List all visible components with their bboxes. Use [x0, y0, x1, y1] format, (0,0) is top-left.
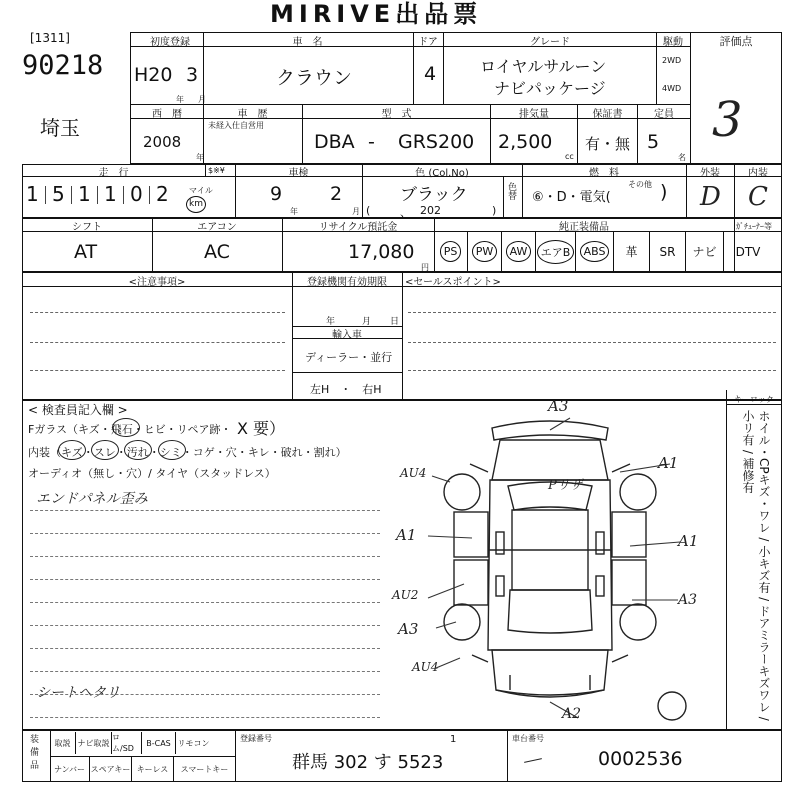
circle-tobiishi: [112, 418, 140, 437]
region: 埼玉: [40, 116, 80, 140]
note-seat: シートヘタリ: [36, 685, 120, 701]
note-end-panel: エンドパネル歪み: [36, 491, 148, 507]
footer-item: スペアキー: [90, 757, 132, 781]
dash-line: [30, 648, 380, 649]
header-fuel: 燃 料: [589, 168, 619, 179]
header-capacity: 定員: [654, 109, 674, 120]
chassis-number: 0002536: [598, 748, 683, 770]
header-recycle: リサイクル預託金: [318, 222, 398, 233]
mileage-separator: [97, 186, 98, 204]
color-open: (: [366, 204, 371, 217]
color-comma: 、: [400, 206, 411, 219]
mileage-digit: 2: [156, 182, 169, 206]
header-notes: <注意事項>: [128, 277, 186, 288]
dash-line: [30, 602, 380, 603]
overall-score: 3: [712, 92, 743, 148]
header-inspector: < 検査員記入欄 >: [28, 403, 128, 417]
dash-line: [30, 556, 380, 557]
mileage-digit: 1: [78, 182, 91, 206]
equipment-list: [434, 231, 782, 272]
footer-items: [50, 730, 235, 782]
equipment-item: 革: [614, 231, 650, 272]
header-tuner: ｶﾞﾁｭｰﾅｰ等: [736, 222, 772, 231]
footer-item: スマートキー: [180, 764, 229, 774]
header-history: 車 歴: [237, 109, 268, 120]
header-displacement: 排気量: [519, 109, 549, 120]
glass-line: Fガラス（キズ・飛石・ヒビ・リペア跡・: [28, 423, 232, 436]
color-code: 202: [420, 204, 441, 217]
header-score: 評価点: [719, 35, 753, 48]
interior-line: 内装（キズ・スレ・汚れ・シミ・コゲ・穴・キレ・破れ・割れ）: [28, 446, 347, 459]
equipment-item: ABS: [576, 231, 614, 272]
mileage-separator: [45, 186, 46, 204]
header-car-name: 車 名: [292, 37, 323, 48]
mark-left-rear-quarter: AU4: [412, 660, 439, 674]
dash-line: [30, 625, 380, 626]
lot-code: [1311]: [30, 31, 70, 45]
mark-left-front: AU4: [400, 466, 427, 480]
capacity: 5: [647, 131, 660, 153]
grade-line1: ロイヤルサルーン: [480, 57, 607, 76]
fuel-other: その他: [628, 180, 652, 189]
mileage-separator: [149, 186, 150, 204]
meter-mark: $※¥: [208, 166, 225, 175]
mileage-digit: 0: [130, 182, 143, 206]
shakken-month-unit: 月: [352, 207, 360, 216]
equipment-item: エアB: [536, 231, 576, 272]
mileage-digit: 1: [104, 182, 117, 206]
mark-left-rear-door: AU2: [392, 588, 419, 602]
grade-line2: ナビパッケージ: [494, 79, 606, 98]
header-drive: 駆動: [663, 37, 683, 48]
circle-kizu: [58, 440, 86, 460]
header-interior: 内装: [748, 168, 768, 179]
dash-line: [30, 671, 380, 672]
mark-right-side: A1: [678, 532, 699, 550]
expiry-month-unit: 月: [362, 317, 372, 327]
model-prefix: DBA: [314, 131, 355, 153]
header-sales-point: <セールスポイント>: [405, 277, 501, 288]
footer-item: リモコン: [177, 738, 210, 748]
shakken-year: 9: [270, 183, 283, 205]
displacement: 2,500: [498, 131, 553, 153]
header-shakken: 車検: [288, 168, 309, 179]
equipment-item: AW: [502, 231, 536, 272]
header-color: 色 (Col.No): [415, 168, 469, 179]
dash-line: [30, 717, 380, 718]
footer-item: ロム/SD: [112, 732, 142, 754]
color-close: ): [492, 204, 497, 217]
footer-item: 取説: [50, 732, 76, 754]
cc-unit: cc: [565, 152, 574, 161]
recycle-fee: 17,080: [348, 241, 415, 263]
header-aircon: エアコン: [197, 222, 237, 233]
mark-rear: A2: [562, 706, 582, 722]
mark-front: A3: [548, 397, 569, 415]
plate-number: 群馬 302 す 5523: [292, 752, 444, 773]
model-year: 2008: [143, 133, 182, 151]
dash-line: [30, 533, 380, 534]
plate-label: 登録番号: [240, 734, 272, 743]
model-year-unit: 年: [196, 153, 204, 162]
lot-number: 90218: [22, 50, 104, 81]
footer-label: 装備品: [28, 734, 38, 773]
circle-shimi: [158, 440, 186, 460]
interior-grade: C: [748, 182, 768, 212]
handle-options: 左H ・ 右H: [310, 383, 382, 396]
dash-line: [30, 694, 380, 695]
history-sub: 未経入仕自営用: [208, 121, 264, 130]
equipment-item: DTV: [735, 244, 761, 259]
chassis-label: 車台番号: [512, 734, 544, 743]
color-side: 色替: [506, 182, 516, 200]
header-model: 型 式: [381, 109, 412, 120]
era-month-unit: 月: [198, 95, 206, 104]
aircon: AC: [204, 241, 230, 263]
equipment-item: PS: [434, 231, 468, 272]
equipment-item: SR: [650, 231, 686, 272]
person-unit: 名: [678, 153, 686, 162]
header-year: 西 暦: [152, 109, 182, 120]
fuel-options: ⑥・D・電気(: [532, 190, 611, 205]
header-mileage: 走 行: [98, 168, 129, 179]
mile-unit: マイル: [189, 186, 213, 195]
color-name: ブラック: [400, 185, 468, 205]
mark-left-rear: A3: [398, 620, 419, 638]
shakken-month: 2: [330, 183, 343, 205]
yen-unit: 円: [421, 263, 429, 272]
header-keylock: キーロック: [734, 395, 774, 404]
header-doors: ドア: [418, 37, 438, 48]
shakken-year-unit: 年: [290, 207, 298, 216]
drive-2wd: 2WD: [662, 56, 682, 65]
header-reg-expiry: 登録機関有効期限: [307, 277, 387, 288]
car-name: クラウン: [276, 67, 353, 89]
header-shift: シフト: [72, 222, 102, 233]
equipment-item: ナビ: [686, 231, 724, 272]
mileage-digit: 1: [26, 182, 39, 206]
exterior-grade: D: [700, 182, 721, 212]
equipment-item: PW: [468, 231, 502, 272]
footer-item: B-CAS: [142, 732, 176, 754]
shift: AT: [74, 241, 98, 263]
expiry-day-unit: 日: [390, 317, 400, 327]
footer-item: ナビ取説: [76, 732, 112, 754]
mark-left-side: A1: [396, 526, 417, 544]
mark-right-front: A1: [658, 454, 679, 472]
header-first-reg: 初度登録: [150, 37, 190, 48]
audio-line: オーディオ（無し・穴）/ タイヤ（スタッドレス）: [28, 467, 276, 480]
reg-era: H20: [134, 64, 173, 86]
model-dash: -: [368, 131, 375, 153]
header-import: 輸入車: [332, 330, 362, 341]
dash-line: [30, 510, 380, 511]
import-options: ディーラー・並行: [305, 351, 393, 364]
era-year-unit: 年: [176, 95, 184, 104]
fuel-close: ): [660, 181, 668, 203]
mileage-separator: [71, 186, 72, 204]
warranty: 有・無: [585, 135, 631, 153]
model-code: GRS200: [398, 131, 475, 153]
header-exterior: 外装: [700, 168, 720, 179]
car-damage-diagram: [380, 400, 726, 730]
glass-x: X 要）: [237, 419, 286, 438]
doors: 4: [424, 63, 437, 85]
header-grade: グレード: [530, 37, 570, 48]
mileage-digit: 5: [52, 182, 65, 206]
km-unit: km: [186, 196, 206, 213]
footer-item: キーレス: [132, 757, 174, 781]
dash-line: [30, 579, 380, 580]
expiry-year-unit: 年: [326, 317, 336, 327]
footer-item: ナンバー: [50, 757, 90, 781]
reg-month: 3: [186, 64, 199, 86]
circle-yogore: [124, 440, 152, 460]
circle-sure: [91, 440, 119, 460]
drive-4wd: 4WD: [662, 84, 682, 93]
mark-hood: Pリザ: [548, 478, 583, 493]
mileage-separator: [123, 186, 124, 204]
damage-legend: ホイル・CPキズ・ワレ / 小キズ有 / ドアミラーキズワレ / 小リ有 / 補修有: [741, 410, 771, 721]
header-equipment: 純正装備品: [559, 222, 609, 233]
header-warranty: 保証書: [592, 109, 623, 120]
sheet-title: MIRIVE出品票: [270, 0, 483, 28]
mark-right-rear: A3: [678, 592, 698, 608]
plate-mark: 1: [450, 734, 457, 745]
